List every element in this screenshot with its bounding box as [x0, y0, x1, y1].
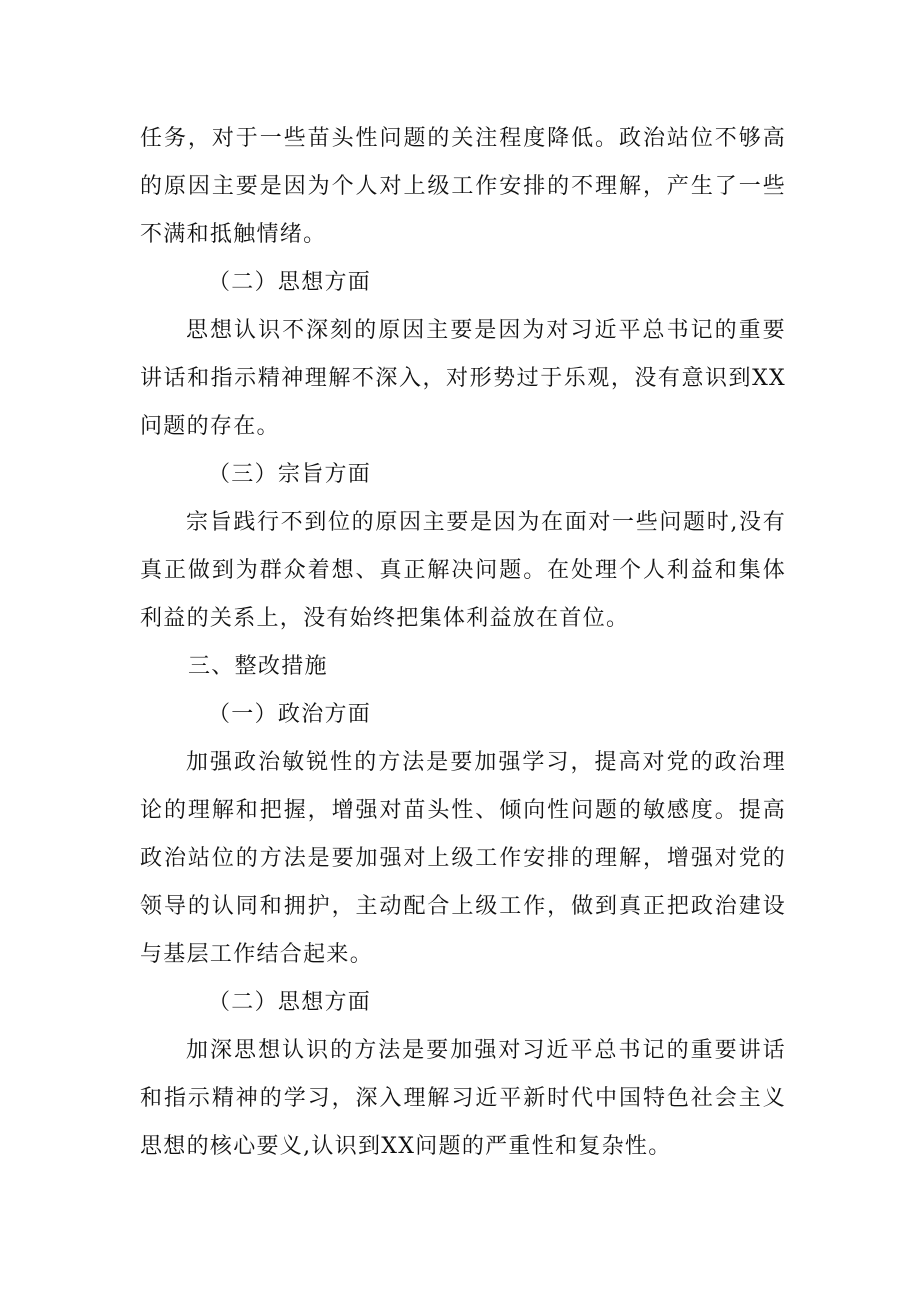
paragraph-purpose-cause: 宗旨践行不到位的原因主要是因为在面对一些问题时,没有真正做到为群众着想、真正解决问题。在处理个人利益和集体利益的关系上，没有始终把集体利益放在首位。 [140, 510, 786, 631]
subheading-purpose: （三）宗旨方面 [208, 462, 372, 487]
subheading-thought-measures: （二）思想方面 [208, 990, 372, 1015]
paragraph-thought-cause: 思想认识不深刻的原因主要是因为对习近平总书记的重要讲话和指示精神理解不深入，对形势过于乐观，没有意识到XX问题的存在。 [140, 318, 786, 439]
document-body [140, 115, 786, 1171]
paragraph-continuation: 任务，对于一些苗头性问题的关注程度降低。政治站位不够高的原因主要是因为个人对上级工作安排的不理解，产生了一些不满和抵触情绪。 [140, 126, 786, 247]
paragraph-thought-measures: 加深思想认识的方法是要加强对习近平总书记的重要讲话和指示精神的学习，深入理解习近平新时代中国特色社会主义思想的核心要义,认识到XX问题的严重性和复杂性。 [140, 1038, 786, 1159]
paragraph-political-measures: 加强政治敏锐性的方法是要加强学习，提高对党的政治理论的理解和把握，增强对苗头性、倾向性问题的敏感度。提高政治站位的方法是要加强对上级工作安排的理解，增强对党的领导的认同和拥护，主动配合上级工作，做到真正把政治建设与基层工作结合起来。 [140, 750, 786, 967]
subheading-thought: （二）思想方面 [208, 270, 372, 295]
section-heading-rectification: 三、整改措施 [188, 654, 328, 679]
subheading-political: （一）政治方面 [208, 702, 372, 727]
